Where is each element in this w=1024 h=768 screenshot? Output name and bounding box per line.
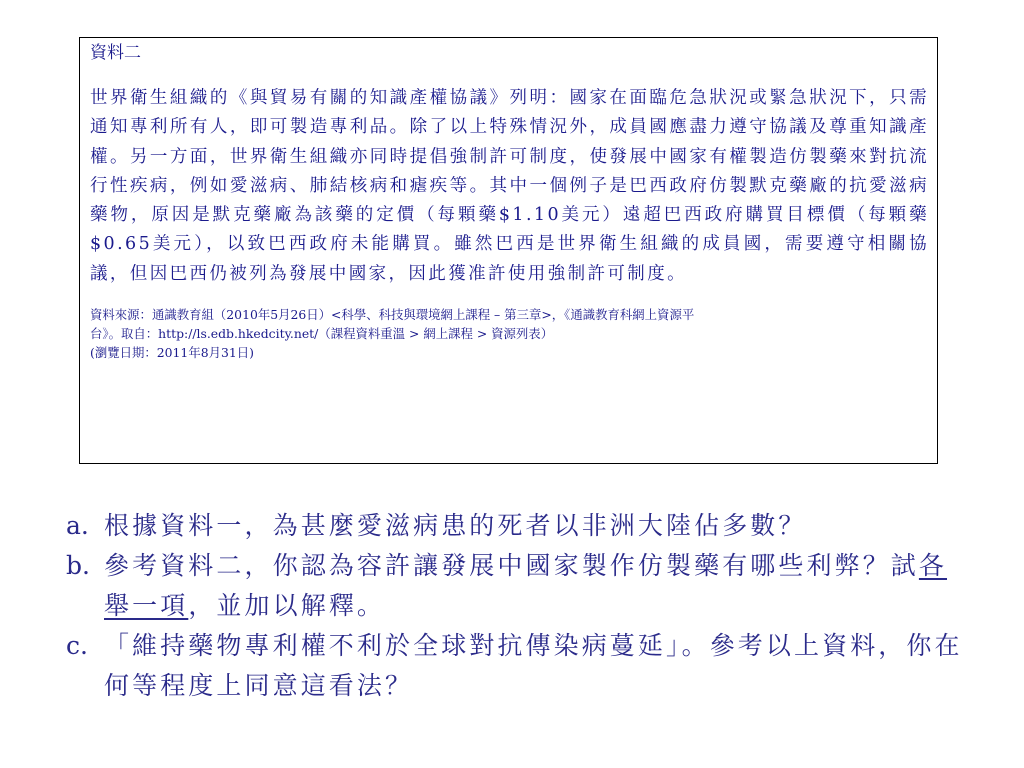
question-list [66, 506, 966, 706]
source-body: 世界衛生組織的《與貿易有關的知識產權協議》列明：國家在面臨危急狀況或緊急狀況下，只需通知專利所有人，即可製造專利品。除了以上特殊情況外，成員國應盡力遵守協議及尊重知識產權。另一方面，世界衛生組織亦同時提倡強制許可制度，使發展中國家有權製造仿製藥來對抗流行性疾病，例如愛滋病、肺結核病和瘧疾等。其中一個例子是巴西政府仿製默克藥廠的抗愛滋病藥物，原因是默克藥廠為該藥的定價（每顆藥$1.10美元）遠超巴西政府購買目標價（每顆藥$0.65美元），以致巴西政府未能購買。雖然巴西是世界衛生組織的成員國，需要遵守相關協議，但因巴西仍被列為發展中國家，因此獲准許使用強制許可制度。 [90, 88, 929, 284]
question-letter: a. [66, 511, 89, 540]
citation-line-1: 資料來源：通識教育組（2010年5月26日）<科學、科技與環境網上課程 – 第三章>，《通識教育科網上資源平 [90, 307, 695, 323]
question-c [66, 626, 966, 706]
question-letter: c. [66, 631, 88, 660]
source-box [79, 37, 938, 464]
question-text-after: ，並加以解釋。 [188, 591, 386, 620]
question-letter: b. [66, 551, 90, 580]
question-text [104, 546, 966, 626]
question-text-before: 參考資料二，你認為容許讓發展中國家製作仿製藥有哪些利弊？試 [104, 551, 919, 580]
question-b [66, 546, 966, 626]
question-a [66, 506, 966, 546]
question-emphasis: 各舉一項 [104, 551, 948, 620]
question-text: 「維持藥物專利權不利於全球對抗傳染病蔓延」。參考以上資料，你在何等程度上同意這看法？ [104, 631, 963, 700]
citation-line-3: (瀏覽日期：2011年8月31日) [90, 345, 254, 361]
source-heading: 資料二 [90, 43, 141, 63]
question-text: 根據資料一，為甚麼愛滋病患的死者以非洲大陸佔多數？ [104, 511, 807, 540]
citation-line-2: 台》。取自：http://ls.edb.hkedcity.net/（課程資料重溫 > 網上課程 > 資源列表） [90, 326, 554, 342]
source-citation [90, 305, 929, 362]
